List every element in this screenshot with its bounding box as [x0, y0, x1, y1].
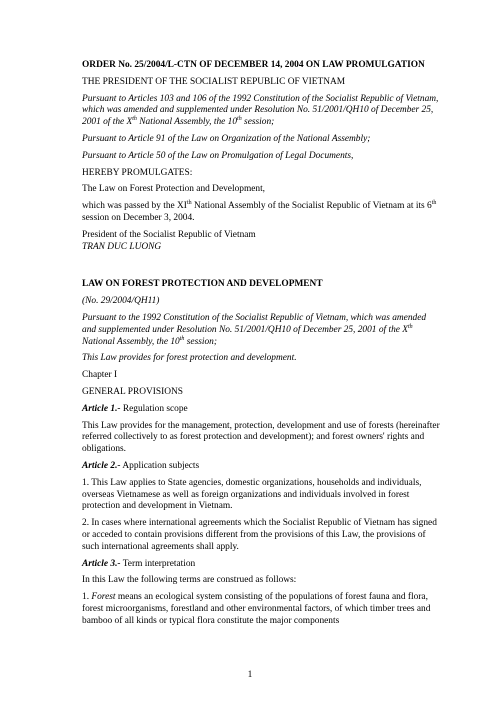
law-number: (No. 29/2004/QH11)	[82, 296, 160, 307]
article-3-title: Term interpretation	[120, 558, 196, 569]
order-pursuant-constitution: Pursuant to Articles 103 and 106 of the 1992 Constitution of the Socialist Republic of Vietnam, which was amended and supplemented under Resolution No. 51/2001/QH10 of December 25, 2001 of the Xth National Assembly, the 10th session;	[82, 93, 439, 128]
signature-block	[82, 230, 442, 254]
president-heading: THE PRESIDENT OF THE SOCIALIST REPUBLIC OF VIETNAM	[82, 76, 346, 87]
passed-statement: which was passed by the XIth National Assembly of the Socialist Republic of Vietnam at its 6th session on December 3, 2004.	[82, 200, 437, 223]
law-provides: This Law provides for forest protection and development.	[82, 353, 297, 364]
chapter-number: Chapter I	[82, 370, 118, 381]
order-pursuant-organization: Pursuant to Article 91 of the Law on Organization of the National Assembly;	[82, 133, 371, 144]
order-title: ORDER No. 25/2004/L-CTN OF DECEMBER 14, 2004 ON LAW PROMULGATION	[82, 60, 425, 70]
article-3-clause-1: 1. Forest means an ecological system consisting of the populations of forest fauna and flora, forest microorganisms, forestland and other environmental factors, of which timber trees and bamboo of all kinds or typical flora constitute the major components	[82, 592, 431, 626]
signer-name: TRAN DUC LUONG	[82, 241, 162, 252]
article-2-title: Application subjects	[120, 460, 200, 471]
article-2-heading	[82, 461, 442, 473]
law-title: LAW ON FOREST PROTECTION AND DEVELOPMENT	[82, 279, 323, 290]
hereby-promulgates: HEREBY PROMULGATES:	[82, 167, 193, 178]
article-2-clause-2: 2. In cases where international agreements which the Socialist Republic of Vietnam has signed or acceded to contain provisions different from the provisions of this Law, the provisions of such international agreements shall apply.	[82, 518, 437, 552]
article-3-intro: In this Law the following terms are construed as follows:	[82, 575, 297, 586]
law-name: The Law on Forest Protection and Development,	[82, 184, 266, 195]
article-1-title: Regulation scope	[120, 403, 188, 414]
article-2-clause-1: 1. This Law applies to State agencies, domestic organizations, households and individuals, overseas Vietnamese as well as foreign organizations and individuals involved in forest protection and development in Vietnam.	[82, 477, 422, 512]
section-gap	[82, 253, 442, 279]
order-pursuant-promulgation: Pursuant to Article 50 of the Law on Promulgation of Legal Documents,	[82, 150, 354, 161]
signer-title: President of the Socialist Republic of Vietnam	[82, 229, 256, 240]
term-forest: Forest	[91, 592, 116, 603]
page-number: 1	[247, 670, 253, 680]
article-2-label: Article 2.-	[82, 460, 121, 471]
article-1-heading	[82, 404, 442, 416]
document-body	[82, 60, 442, 632]
chapter-title: GENERAL PROVISIONS	[82, 386, 183, 397]
article-1-label: Article 1.-	[82, 403, 121, 414]
law-pursuant: Pursuant to the 1992 Constitution of the Socialist Republic of Vietnam, which was amended and supplemented under Resolution No. 51/2001/QH10 of December 25, 2001 of the Xth National Assembly, the 10th session;	[82, 312, 427, 347]
article-3-heading	[82, 559, 442, 571]
article-3-label: Article 3.-	[82, 558, 121, 569]
article-1-text: This Law provides for the management, protection, development and use of forests (hereinafter referred collectively to as forest protection and development); and forest owners' rights and obligations.	[82, 420, 440, 455]
